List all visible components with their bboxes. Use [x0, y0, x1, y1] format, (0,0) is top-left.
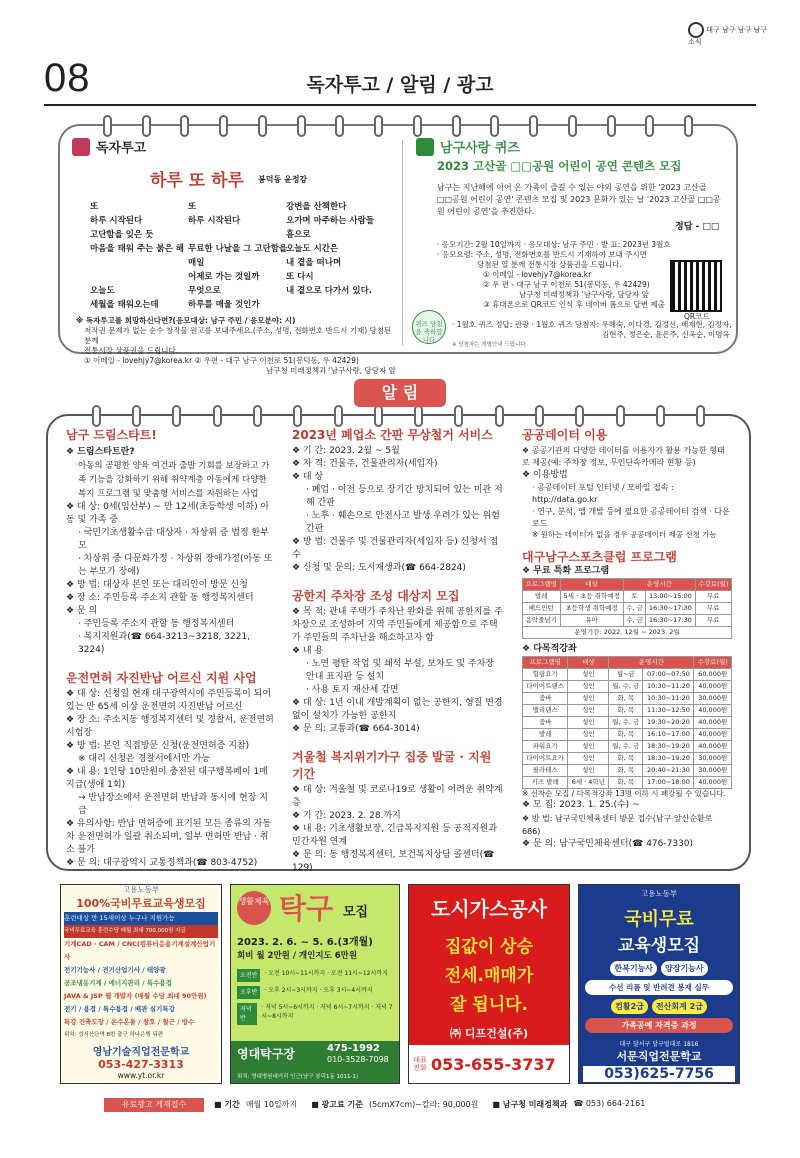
- ad-seomun-school[interactable]: 고용노동부 국비무료 교육생모집 한복기능사 양장기능사 수선 리폼 및 반려견 봉재 실무 컴활2급 전산회계 2급 가족공예 자격증 과정 대구 달서구 달구벌대로 1816 서문직업전문학교 053)625-7756: [578, 884, 740, 1084]
- logo-emblem-icon: [688, 22, 704, 38]
- quiz-subtitle: 2023 고산골 □□공원 어린이 공연 콘텐츠 모집: [437, 159, 682, 173]
- dreamstart-title: 남구 드림스타트!: [66, 428, 157, 442]
- reader-header: 독자투고: [72, 137, 146, 156]
- reader-notice: ※ 독자투고를 희망하신다면?(응모대상: 남구 주민 / 응모분야: 시) 저작권 문제가 없는 순수 창작물 원고를 보내주세요.(주소, 성명, 전화번호 반드시 기재) 당첨된 분께 전통시장 상품권을 드립니다. ① 이메일 - lovehjy7@korea.kr ② 우편 - 대구 남구 이천로 51(봉덕동, 우 42429) 남구청 미래정책과 '남구사랑, 담당자 앞: [76, 316, 396, 375]
- poem-author: 봉덕동 윤정강: [258, 175, 308, 184]
- quiz-answer: 정답 - □□: [675, 222, 720, 232]
- logo: 대구 남구 남구 남구소식: [688, 22, 768, 72]
- notice-column-b: 2023년 폐업소 간판 무상철거 서비스 ❖ 기 간: 2023. 2월 ~ 5월 ❖ 자 격: 건물주, 건물관리자(세입자) ❖ 대 상 · 폐업 · 이전 등으로 장기간 방치되어 있는 미관 저해 간판 · 노후 · 훼손으로 안전사고 발생 우려가 있는 위험 간판 ❖ 방 법: 건물주 및 건물관리자(세입자 등) 신청서 접수 ❖ 신청 및 문의: 도시재생과(☎ 664-2824) 공한지 주차장 조성 대상지 모집 ❖ 목 적: 관내 주택가 주차난 완화를 위해 공한지를 주차장으로 조성하여 지역 주민들에게 제공함으로 주택가 주민들의 주차난을 해소하고자 함 ❖ 내 용 · 노면 평탄 작업 및 쇄석 부설, 보차도 및 주차장 안내 표지판 등 설치 · 사용 토지 재산세 감면 ❖ 대 상: 1년 이내 개발계획이 없는 공한지, 형질 변경 없이 설치가 가능한 공한지 ❖ 문 의: 교통과(☎ 664-3014) 겨울철 복지위기가구 집중 발굴 · 지원 기간 ❖ 대 상: 겨울철 및 코로나19로 생활이 어려운 취약계층 ❖ 기 간: 2023. 2. 28.까지 ❖ 내 용: 기초생활보장, 긴급복지지원 등 공적지원과 민간자원 연계 ❖ 문 의: 동 행정복지센터, 보건복지상담 콜센터(☎ 129): [292, 428, 503, 873]
- poem-column-3: 강변을 산책한다 오가며 마주하는 사람들 흠으로 오늘도 시간은 내 곁을 떠나며 또 다시 내 곁으로 다가서 있다.: [286, 202, 375, 296]
- quiz-details: · 응모기간: 2월 10일까지 · 응모대상: 남구 주민 · 발 표: 2023년 3월호 · 응모요령: 주소, 성명, 전화번호를 반드시 기재하여 보내 주시면 당첨된 열 분께 전통시장 상품권을 드립니다. ① 이메일 - lovehjy7@korea.kr ② 우 편 - 대구 남구 이천로 51(봉덕동, 우 42429) 남구청 미래정책과 '남구사랑, 담당자 앞 ③ 휴대폰으로 QR코드 인식 후 네이버 폼으로 답변 제출: [437, 240, 671, 309]
- winner-badge: 퀴즈 당첨을 축하합니다: [412, 310, 446, 344]
- poem-column-2: 또 하루 시작된다 무료한 나날을 그 고단함을 매일 어제로 가는 것일까 무엇으로 하루를 매울 것인가: [188, 202, 288, 310]
- license-return-title: 운전면허 자진반납 어르신 지원 사업: [66, 671, 257, 685]
- quiz-description: 남구는 지난해에 이어 온 가족이 즐길 수 있는 야외 공연을 위한 '2023 고산골 □□공원 어린이 공연' 콘텐츠 모집 및 2023 문화가 있는 날 '2023 고산골 □□공원 어린이 공연'을 추진한다.: [437, 183, 721, 216]
- sports-club-title: 대구남구스포츠클럽 프로그램: [522, 550, 677, 564]
- footer-label: 유료광고 게재접수: [104, 1098, 204, 1112]
- ad-city-gas[interactable]: 도시가스공사 집값이 상승 전세.매매가 잘 됩니다. ㈜ 디프건설(주) 대표전화 053-655-3737: [408, 884, 570, 1084]
- bulb-icon: [416, 138, 434, 156]
- ad-table-tennis[interactable]: 생활체육 탁구 모집 2023. 2. 6. ~ 5. 6.(3개월) 회비 월 2만원 / 개인지도 6만원 오전반 · 오전 10시~11시까지 · 오전 11시~12시까지 오후반 · 오후 2시~3시까지 · 오후 3시~4시까지 저녁반 · 저녁 5시~6시까지 · 저녁 6시~7시까지 · 저녁 7시~8시까지 영대탁구장 475-1992 010-3528-7098 위치: 영대병원네거리 인근(남구 봉덕1동 1011-1): [230, 884, 400, 1084]
- parking-title: 공한지 주차장 조성 대상지 모집: [292, 589, 460, 603]
- multipurpose-class-table: 프로그램명 대상 운영시간 수강료(월) 힐링요가 성인 월~금 07:00~07:50 60,000원 다이어트댄스 성인 월, 수, 금 10:30~11:20 40,000원 줌바 성인 화, 목 10:30~11:20 30,000원 밸리댄스 성인 화, 목 11:30~12:50 40,000원 줌바 성인 월, 수, 금 19:30~20:20 40,000원 발레 성인 화, 목 16:10~17:00 40,000원 파워요가 성인 월, 수, 금 18:30~19:20 40,000원 다이어트요가 성인 화, 목 18:30~19:20 30,000원 필라테스 성인 화, 목 20:40~21:30 30,000원 키즈 발레 6세 · 4학년 화, 목 17:00~18:00 40,000원: [522, 656, 732, 789]
- quiz-header: 남구사랑 퀴즈: [416, 137, 520, 156]
- header-divider: [44, 104, 756, 106]
- qr-label: QR코드: [684, 312, 710, 321]
- notice-rings: [46, 405, 751, 423]
- free-program-table: 프로그램명 대상 운영시간 수강료(월) 발레 5세 · 초등 취학예정 토 13:00~15:00 무료 배드민턴 초등학생 취학예정 수, 금 16:30~17:30 무료 음악줄넘기 유아 수, 금 16:30~17:30 무료 운영기간: 2022. 12월 ~ 2023. 2월: [522, 578, 732, 639]
- notice-column-a: 남구 드림스타트! ❖ 드림스타트란? 아동의 공평한 양육 여건과 출발 기회를 보장하고 가족 기능을 강화하기 위해 취약계층 아동에게 다양한 복지 프로그램 및 맞춤형 서비스를 지원하는 사업 ❖ 대 상: 0세(임산부) ~ 만 12세(초등학생 이하) 아동 및 가족 중 · 국민기초생활수급 대상자 · 차상위 중 법정 한부모 · 차상위 중 다문화가정 · 차상위 장애가정(아동 또는 부모가 장애) ❖ 방 법: 대상자 본인 또는 대리인이 방문 신청 ❖ 장 소: 주민등록 주소지 관할 동 행정복지센터 ❖ 문 의 · 주민등록 주소지 관할 동 행정복지센터 · 복지지원과(☎ 664-3213~3218, 3221, 3224) 운전면허 자진반납 어르신 지원 사업 ❖ 대 상: 신청일 현재 대구광역시에 주민등록이 되어 있는 만 65세 이상 운전면허 자진반납 어르신 ❖ 장 소: 주소지동 행정복지센터 및 경찰서, 운전면허시험장 ❖ 방 법: 본인 직접방문 신청(운전면허증 지참) ※ 대리 신청은 경찰서에서만 가능 ❖ 내 용: 1인당 10만원이 충전된 대구행복페이 1매 지급(생애 1회) → 반납장소에서 운전면허 반납과 동시에 현장 지급 ❖ 유의사항: 반납 면허증에 표기된 모든 종류의 자동차 운전면허가 일괄 취소되며, 일부 면허만 반납 · 취소 불가 ❖ 문 의: 대구광역시 교통정책과(☎ 803-4752): [66, 428, 274, 868]
- signboard-title: 2023년 폐업소 간판 무상철거 서비스: [292, 428, 493, 442]
- poem-column-1: 또 하루 시작된다 고단함을 잊은 듯 마음을 태워 주는 붉은 해 오늘도 세월을 태워오는데: [90, 202, 184, 310]
- top-rings: [58, 115, 738, 133]
- notice-column-c: 공공데이터 이용 ❖ 공공기관의 다양한 데이터를 이용자가 활용 가능한 형태로 제공(예: 주차장 정보, 무인단속카메라 현황 등) ❖ 이용방법 · 공공데이터 포털 인터넷 / 모바일 접속 : http://data.go.kr · 연구, 분석, 앱 개발 등에 필요한 공공데이터 검색 · 다운로드 ※ 원하는 데이터가 없을 경우 공공데이터 제공 신청 가능 대구남구스포츠클럽 프로그램 ❖ 무료 특화 프로그램 프로그램명 대상 운영시간 수강료(월) 발레 5세 · 초등 취학예정 토 13:00~15:00 무료 배드민턴 초등학생 취학예정 수, 금 16:30~17:30 무료 음악줄넘기 유아 수, 금 16:30~17:30 무료 운영기간: 2022. 12월 ~ 2023. 2월 ❖ 다목적강좌 프로그램명 대상 운영시간 수강료(월) 힐링요가 성인 월~금 07:00~07:50 60,000원 다이어트댄스 성인 월, 수, 금 10:30~11:20 40,000원 줌바 성인 화, 목 10:30~11:20 30,000원 밸리댄스 성인 화, 목 11:30~12:50 40,000원 줌바 성인 월, 수, 금 19:30~20:20 40,000원 발레 성인 화, 목 16:10~17:00 40,000원 파워요가 성인 월, 수, 금 18:30~19:20 40,000원 다이어트요가 성인 화, 목 18:30~19:20 30,000원 필라테스 성인 화, 목 20:40~21:30 30,000원 키즈 발레 6세 · 4학년 화, 목 17:00~18:00 40,000원 ※ 선착순 모집 / 다목적강좌 13명 이하 시 폐강될 수 있습니다. ❖ 모 집: 2023. 1. 25.(수) ~ ❖ 방 법: 남구국민체육센터 방문 접수(남구 앞산순환로 686) ❖ 문 의: 남구국민체육센터(☎ 476-7330): [522, 426, 732, 851]
- ad-yeungnam-tech[interactable]: 고용노동부 100%국비무료교육생모집 훈련대상 만 15세이상 누구나 지원가능 국비무료교육 훈련수당 매월 최대 700,000원 지급 기계CAD · CAM / CNC(컴퓨터응용기계설계산업기사 전기기능사 / 전기산업기사 / 태양광 공조냉동기계 / 에너지관리 / 특수용접 JAVA & JSP 웹 개발자 (매월 수당 최대 90만원) 전기 / 용접 / 특수용접 / 배관 실기특강 특강 건축도장 / 온수온돌 / 창호 / 철근 / 방수 위치: 성서산단역 8번 출구 하나은행 뒤편 영남기술직업전문학교 053-427-3313 www.yt.or.kr: [60, 884, 222, 1084]
- quiz-winners: · 1월호 퀴즈 정답: 관광 · 1월호 퀴즈 당첨자: 우혜숙, 이다경, 김정선, 배재현, 김정자, 김현주, 정은순, 윤은주, 신옥순, 이명옥 ※ 당첨자는 개별안내 드립니다: [452, 320, 732, 348]
- public-data-title: 공공데이터 이용: [522, 428, 608, 442]
- notice-title-badge: 알 림: [354, 379, 446, 407]
- footer-info: ■ 기간 매월 10일까지 ■ 광고료 기준 (5cmX7cm)~칼라: 90,000원 ■ 남구청 미래정책과 ☎ 053) 664-2161: [214, 1099, 646, 1109]
- section-title: 독자투고 / 알림 / 광고: [306, 74, 494, 96]
- qr-code[interactable]: [672, 262, 720, 310]
- page-number: 08: [44, 56, 91, 100]
- pen-icon: [72, 138, 90, 156]
- welfare-title: 겨울철 복지위기가구 집중 발굴 · 지원 기간: [292, 750, 492, 781]
- top-divider: [402, 140, 403, 345]
- poem-title: 하루 또 하루: [150, 171, 244, 191]
